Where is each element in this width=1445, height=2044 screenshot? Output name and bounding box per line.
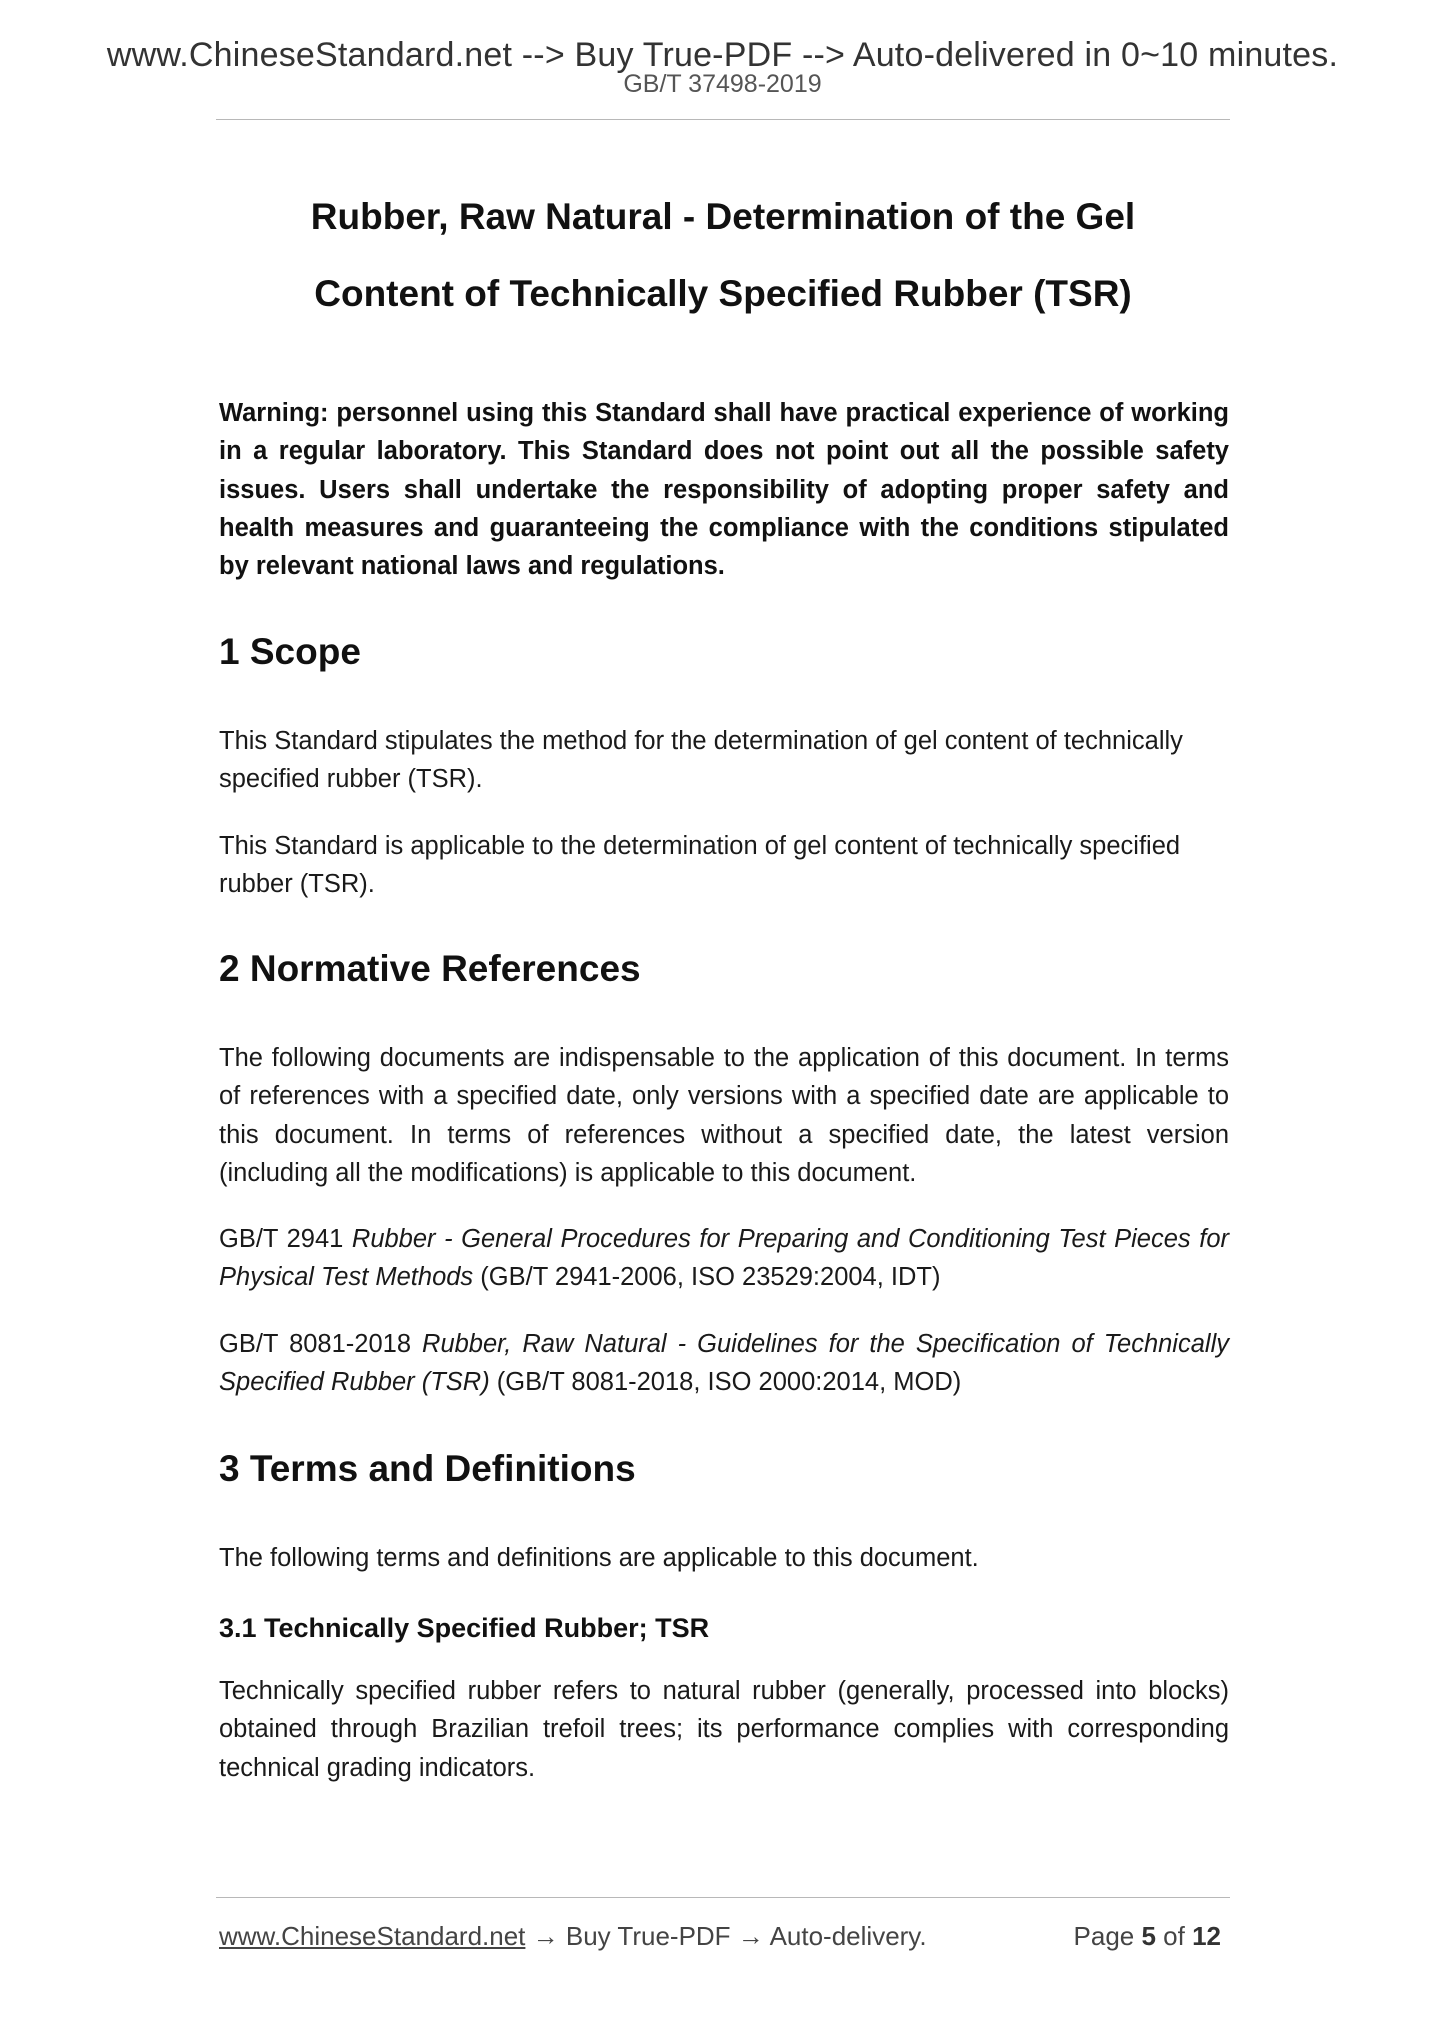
section-2-heading: 2 Normative References bbox=[219, 948, 641, 989]
header-divider bbox=[216, 119, 1230, 120]
references-intro-paragraph: The following documents are indispensable to the application of this document. In terms of references with a specified date, only versions with a specified date are applicable to this document. In terms of references without a specified date, the latest version (including all the modifications) is applicable to this document. bbox=[219, 1044, 1229, 1187]
reference-1-code: GB/T 2941 bbox=[219, 1225, 352, 1253]
section-3-heading: 3 Terms and Definitions bbox=[219, 1448, 636, 1489]
reference-2-code: GB/T 8081-2018 bbox=[219, 1330, 423, 1358]
current-page-number: 5 bbox=[1141, 1921, 1156, 1951]
top-banner: www.ChineseStandard.net --> Buy True-PDF --> Auto-delivered in 0~10 minutes. bbox=[106, 36, 1339, 74]
footer-promo bbox=[219, 1921, 927, 1952]
reference-2-title: Rubber, Raw Natural - Guidelines for the Specification of Technically Specified Rubber (TSR) bbox=[219, 1330, 1229, 1397]
reference-2-note: (GB/T 8081-2018, ISO 2000:2014, MOD) bbox=[489, 1368, 962, 1397]
terms-intro-paragraph: The following terms and definitions are applicable to this document. bbox=[219, 1544, 979, 1572]
reference-item-1 bbox=[219, 1220, 1229, 1297]
page-indicator bbox=[1074, 1921, 1221, 1952]
subsection-3-1-heading: 3.1 Technically Specified Rubber; TSR bbox=[219, 1613, 710, 1643]
section-1-heading: 1 Scope bbox=[219, 631, 361, 672]
document-code: GB/T 37498-2019 bbox=[623, 70, 822, 98]
tsr-definition-paragraph: Technically specified rubber refers to natural rubber (generally, processed into blocks) obtained through Brazilian trefoil trees; its performance complies with corresponding technical grading indicators. bbox=[219, 1677, 1229, 1782]
warning-paragraph: Warning: personnel using this Standard shall have practical experience of working in a regular laboratory. This Standard does not point out all the possible safety issues. Users shall undertake the responsibility of adopting proper safety and health measures and guaranteeing the compliance with the conditions stipulated by relevant national laws and regulations. bbox=[219, 399, 1229, 581]
footer-site-link[interactable]: www.ChineseStandard.net bbox=[219, 1921, 526, 1951]
reference-1-title: Rubber - General Procedures for Preparing and Conditioning Test Pieces for Physical Test Methods bbox=[219, 1225, 1229, 1292]
footer-promo-text: → Buy True-PDF → Auto-delivery. bbox=[525, 1921, 927, 1951]
footer-divider bbox=[216, 1897, 1230, 1898]
title-line-1: Rubber, Raw Natural - Determination of the Gel bbox=[310, 196, 1136, 237]
total-pages-number: 12 bbox=[1192, 1921, 1221, 1951]
reference-1-note: (GB/T 2941-2006, ISO 23529:2004, IDT) bbox=[473, 1263, 941, 1292]
scope-paragraph-2: This Standard is applicable to the determination of gel content of technically specified rubber (TSR). bbox=[219, 832, 1181, 899]
scope-paragraph-1: This Standard stipulates the method for the determination of gel content of technically specified rubber (TSR). bbox=[219, 727, 1183, 794]
page-of-label: of bbox=[1155, 1921, 1193, 1951]
reference-item-2 bbox=[219, 1325, 1229, 1402]
document-title bbox=[216, 178, 1230, 332]
page-label: Page bbox=[1073, 1921, 1142, 1951]
title-line-2: Content of Technically Specified Rubber (TSR) bbox=[314, 273, 1132, 314]
